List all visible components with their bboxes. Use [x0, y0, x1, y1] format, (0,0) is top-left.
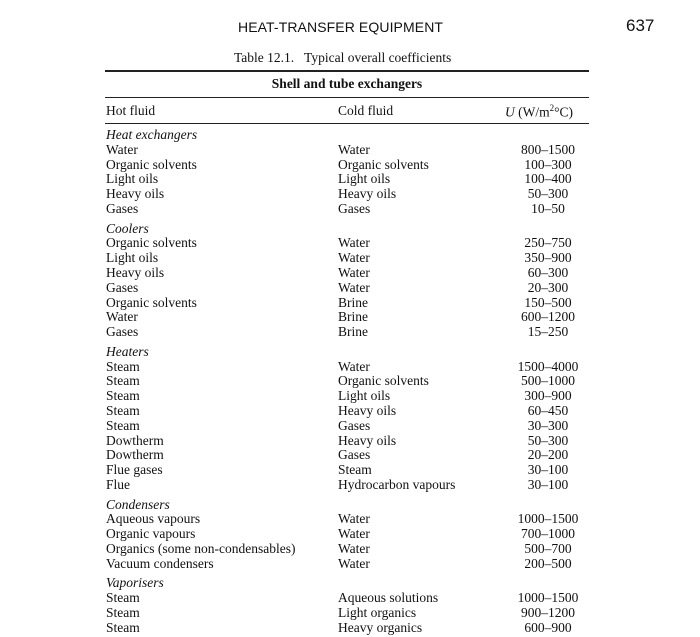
table-row [106, 281, 590, 296]
table-row [106, 374, 590, 389]
table-row [106, 266, 590, 281]
hot-fluid-cell: Gases [106, 279, 139, 295]
subtitle-rule [105, 97, 589, 98]
cold-fluid-cell: Light oils [338, 388, 391, 404]
u-exponent: 2 [549, 103, 555, 113]
u-value-cell: 600–900 [524, 619, 572, 635]
hot-fluid-cell: Steam [106, 417, 140, 433]
table-row [106, 419, 590, 434]
u-value-cell: 600–1200 [521, 309, 575, 325]
cold-fluid-cell: Water [338, 555, 370, 571]
column-header-u [505, 103, 573, 121]
u-value-cell: 100–400 [524, 171, 572, 187]
u-value-cell: 900–1200 [521, 604, 575, 620]
u-value-cell: 50–300 [527, 186, 569, 202]
table-caption: Table 12.1. Typical overall coefficients [234, 50, 452, 65]
hot-fluid-cell: Vacuum condensers [106, 555, 214, 571]
cold-fluid-cell: Water [338, 235, 370, 251]
u-value-cell: 60–300 [527, 264, 569, 280]
u-value-cell: 1000–1500 [517, 511, 579, 527]
cold-fluid-cell: Light oils [338, 171, 391, 187]
section-label: Heaters [106, 343, 149, 359]
table-row [106, 448, 590, 463]
section-label: Condensers [106, 496, 170, 512]
table-row [106, 310, 590, 325]
table-row [106, 478, 590, 493]
hot-fluid-cell: Steam [106, 590, 140, 606]
u-unit-tail: °C) [554, 104, 574, 120]
u-value-cell: 30–300 [527, 417, 569, 433]
section-row [106, 128, 590, 143]
table-row [106, 360, 590, 375]
u-value-cell: 150–500 [524, 294, 572, 310]
cold-fluid-cell: Water [338, 279, 370, 295]
running-header: HEAT-TRANSFER EQUIPMENT [238, 19, 444, 35]
page-number: 637 [626, 16, 655, 35]
hot-fluid-cell: Gases [106, 200, 139, 216]
hot-fluid-cell: Steam [106, 388, 140, 404]
cold-fluid-cell: Water [338, 358, 370, 374]
u-value-cell: 500–1000 [521, 373, 575, 389]
hot-fluid-cell: Organic solvents [106, 294, 197, 310]
u-value-cell: 350–900 [524, 250, 572, 266]
section-row [106, 493, 590, 513]
cold-fluid-cell: Water [338, 526, 370, 542]
u-value-cell: 15–250 [527, 324, 569, 340]
table-row [106, 512, 590, 527]
table-subtitle-text: Shell and tube exchangers [271, 76, 423, 91]
cold-fluid-cell: Heavy oils [338, 186, 397, 202]
u-value-cell: 1500–4000 [517, 358, 579, 374]
section-label: Heat exchangers [106, 127, 198, 142]
cold-fluid-cell: Water [338, 141, 370, 157]
hot-fluid-cell: Dowtherm [106, 447, 164, 463]
hot-fluid-cell: Steam [106, 373, 140, 389]
section-row [106, 572, 590, 592]
hot-fluid-cell: Organic solvents [106, 156, 197, 172]
u-value-cell: 500–700 [524, 540, 572, 556]
table-row [106, 143, 590, 158]
u-value-cell: 30–100 [527, 476, 569, 492]
table-row [106, 325, 590, 340]
column-header-hot-fluid: Hot fluid [106, 103, 156, 118]
section-row [106, 217, 590, 237]
cold-fluid-cell: Brine [338, 324, 368, 340]
table-top-rule [105, 70, 589, 72]
hot-fluid-cell: Light oils [106, 171, 159, 187]
u-value-cell: 30–100 [527, 462, 569, 478]
hot-fluid-cell: Steam [106, 604, 140, 620]
table-row [106, 172, 590, 187]
u-value-cell: 50–300 [527, 432, 569, 448]
table-row [106, 434, 590, 449]
u-value-cell: 100–300 [524, 156, 572, 172]
cold-fluid-cell: Aqueous solutions [338, 590, 439, 606]
table-row [106, 404, 590, 419]
table-row [106, 236, 590, 251]
cold-fluid-cell: Gases [338, 447, 371, 463]
hot-fluid-cell: Dowtherm [106, 432, 164, 448]
cold-fluid-cell: Water [338, 540, 370, 556]
table-row [106, 591, 590, 606]
cold-fluid-cell: Hydrocarbon vapours [338, 476, 456, 492]
hot-fluid-cell: Organic vapours [106, 526, 196, 542]
table-row [106, 389, 590, 404]
cold-fluid-cell: Water [338, 264, 370, 280]
cold-fluid-cell: Gases [338, 417, 371, 433]
hot-fluid-cell: Organic solvents [106, 235, 197, 251]
u-unit: (W/m [518, 104, 550, 120]
u-value-cell: 700–1000 [521, 526, 575, 542]
table-row [106, 542, 590, 557]
cold-fluid-cell: Organic solvents [338, 156, 429, 172]
cold-fluid-cell: Water [338, 511, 370, 527]
table-row [106, 606, 590, 621]
section-row [106, 340, 590, 360]
table-row [106, 187, 590, 202]
u-value-cell: 20–200 [527, 447, 569, 463]
cold-fluid-cell: Water [338, 250, 370, 266]
table-row [106, 463, 590, 478]
cold-fluid-cell: Light organics [338, 604, 417, 620]
hot-fluid-cell: Heavy oils [106, 186, 165, 202]
u-value-cell: 250–750 [524, 235, 572, 251]
hot-fluid-cell: Flue [106, 476, 131, 492]
cold-fluid-cell: Brine [338, 294, 368, 310]
u-value-cell: 60–450 [527, 402, 569, 418]
cold-fluid-cell: Heavy oils [338, 432, 397, 448]
u-value-cell: 1000–1500 [517, 590, 579, 606]
hot-fluid-cell: Aqueous vapours [106, 511, 201, 527]
cold-fluid-cell: Brine [338, 309, 368, 325]
u-value-cell: 200–500 [524, 555, 572, 571]
table-row [106, 251, 590, 266]
column-header-cold-fluid: Cold fluid [338, 103, 394, 118]
section-label: Vaporisers [106, 575, 164, 591]
cold-fluid-cell: Steam [338, 462, 372, 478]
u-value-cell: 10–50 [531, 200, 565, 216]
hot-fluid-cell: Gases [106, 324, 139, 340]
cold-fluid-cell: Organic solvents [338, 373, 429, 389]
table-row [106, 557, 590, 572]
hot-fluid-cell: Water [106, 141, 138, 157]
hot-fluid-cell: Organics (some non-condensables) [106, 540, 296, 556]
table-row [106, 202, 590, 217]
hot-fluid-cell: Light oils [106, 250, 159, 266]
table-subtitle [0, 76, 700, 92]
u-value-cell: 20–300 [527, 279, 569, 295]
hot-fluid-cell: Water [106, 309, 138, 325]
table-row [106, 621, 590, 636]
u-value-cell: 300–900 [524, 388, 572, 404]
cold-fluid-cell: Heavy oils [338, 402, 397, 418]
table-row [106, 296, 590, 311]
hot-fluid-cell: Steam [106, 358, 140, 374]
cold-fluid-cell: Gases [338, 200, 371, 216]
hot-fluid-cell: Steam [106, 402, 140, 418]
u-symbol: U [505, 104, 515, 120]
section-label: Coolers [106, 220, 149, 236]
table-row [106, 527, 590, 542]
hot-fluid-cell: Steam [106, 619, 140, 635]
table-row [106, 158, 590, 173]
u-value-cell: 800–1500 [521, 141, 575, 157]
header-rule [105, 123, 589, 124]
table-body [106, 128, 590, 635]
cold-fluid-cell: Heavy organics [338, 619, 423, 635]
hot-fluid-cell: Heavy oils [106, 264, 165, 280]
hot-fluid-cell: Flue gases [106, 462, 163, 478]
